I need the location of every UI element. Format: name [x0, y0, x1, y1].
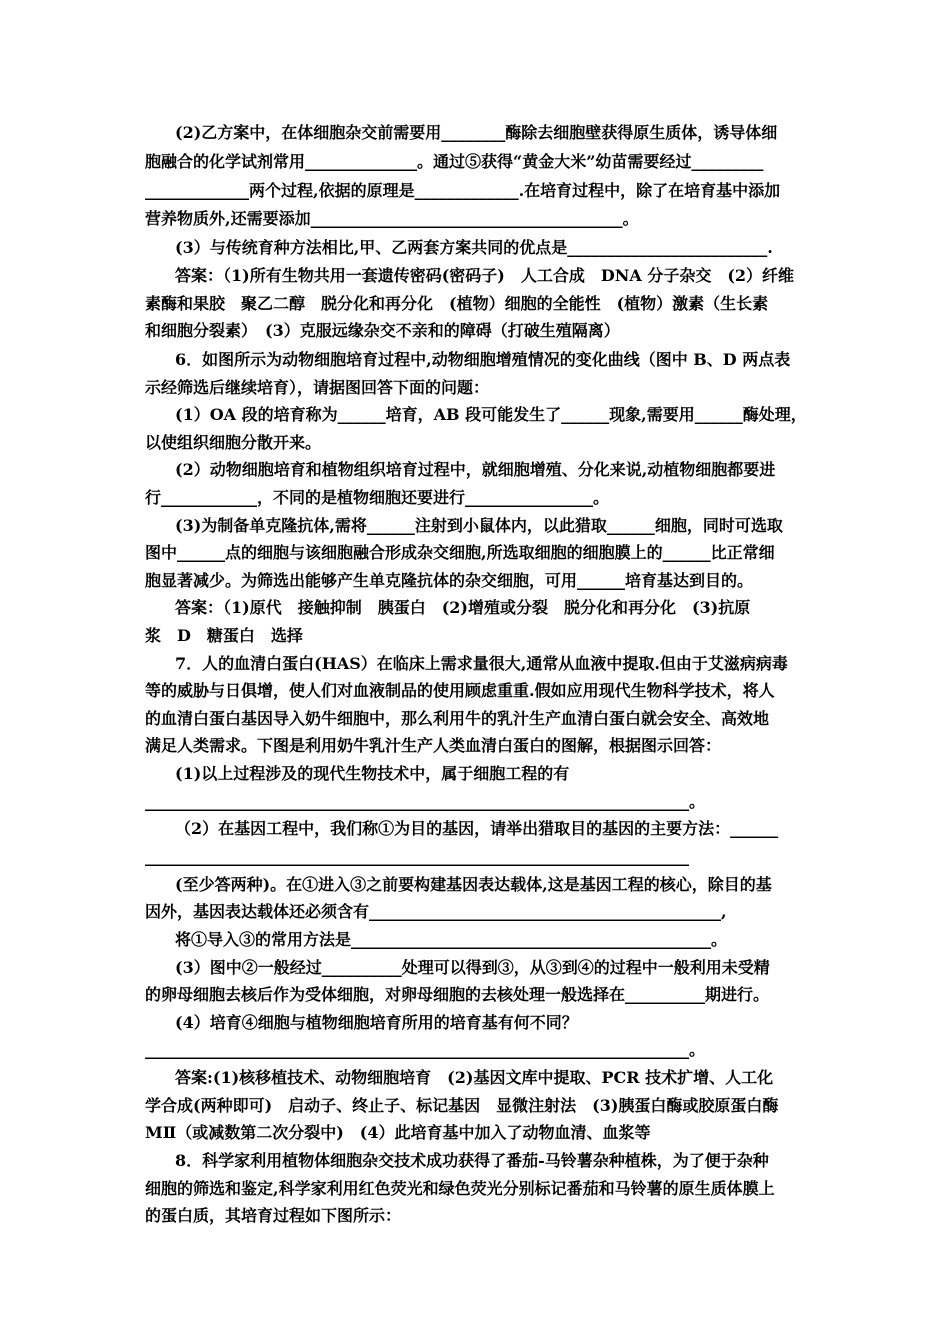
text-line: 以使组织细胞分散开来。: [145, 433, 322, 452]
text-line: (1)以上过程涉及的现代生物技术中，属于细胞工程的有: [175, 764, 570, 783]
text-line: (2）动物细胞培育和植物组织培育过程中，就细胞增殖、分化来说,动植物细胞都要进: [175, 460, 776, 479]
text-line: 胞显著减少。为筛选出能够产生单克隆抗体的杂交细胞，可用______培育基达到目的。: [145, 571, 754, 590]
question-line: 的血清白蛋白基因导入奶牛细胞中，那么利用牛的乳汁生产血清白蛋白就会安全、高效地: [145, 709, 770, 728]
text-line: (3）与传统育种方法相比,甲、乙两套方案共同的优点是_________________________.: [175, 238, 773, 257]
text-line: ____________________________________________________________________: [145, 847, 689, 866]
answer-line: 答案:(1)核移植技术、动物细胞培育 (2)基因文库中提取、PCR 技术扩增、人工化: [175, 1068, 774, 1087]
text-line: (至少答两种)。在①进入③之前要构建基因表达载体,这是基因工程的核心，除目的基: [175, 875, 772, 894]
answer-line: MⅡ（或减数第二次分裂中) (4）此培育基中加入了动物血清、血浆等: [145, 1123, 651, 1142]
text-line: (4）培育④细胞与植物细胞培育所用的培育基有何不同？: [175, 1013, 578, 1032]
text-line: （2）在基因工程中，我们称①为目的基因，请举出猎取目的基因的主要方法：______: [175, 819, 779, 838]
text-line: 将①导入③的常用方法是_____________________________________________。: [175, 930, 728, 949]
question-line: 满足人类需求。下图是利用奶牛乳汁生产人类血清白蛋白的图解，根据图示回答：: [145, 736, 722, 755]
text-line: 行____________，不同的是植物细胞还要进行________________。: [145, 488, 610, 507]
question-line: 等的威胁与日俱增，使人们对血液制品的使用顾虑重重.假如应用现代生物科学技术，将人: [145, 681, 775, 700]
answer-line: 答案：（1)所有生物共用一套遗传密码(密码子) 人工合成 DNA 分子杂交 (2）纤维: [175, 266, 795, 285]
text-line: (3)为制备单克隆抗体,需将______注射到小鼠体内，以此猎取______细胞，同时可选取: [175, 516, 783, 535]
text-line: (2)乙方案中，在体细胞杂交前需要用________酶除去细胞壁获得原生质体，诱导体细: [175, 123, 778, 142]
text-line: 的卵母细胞去核后作为受体细胞，对卵母细胞的去核处理一般选择在__________期进行。: [145, 985, 770, 1004]
text-line: 因外，基因表达载体还必须含有____________________________________________,: [145, 902, 727, 921]
text-line: (3）图中②一般经过__________处理可以得到③，从③到④的过程中一般利用未受精: [175, 958, 770, 977]
question-line: 的蛋白质，其培育过程如下图所示：: [145, 1206, 402, 1225]
text-line: 胞融合的化学试剂常用______________。通过⑤获得“黄金大米”幼苗需要经过_________: [145, 152, 764, 171]
question-line: 6．如图所示为动物细胞培育过程中,动物细胞增殖情况的变化曲线（图中 B、D 两点表: [175, 350, 791, 369]
answer-line: 和细胞分裂素） (3）克服远缘杂交不亲和的障碍（打破生殖隔离）: [145, 321, 620, 340]
text-line: ____________________________________________________________________。: [145, 1040, 705, 1059]
text-line: ____________________________________________________________________。: [145, 792, 705, 811]
text-line: 图中______点的细胞与该细胞融合形成杂交细胞,所选取细胞的细胞膜上的______比正常细: [145, 543, 775, 562]
question-line: 7．人的血清白蛋白(HAS）在临床上需求量很大,通常从血液中提取.但由于艾滋病病毒: [175, 654, 788, 673]
answer-line: 素酶和果胶 聚乙二醇 脱分化和再分化 (植物）细胞的全能性 (植物）激素（生长素: [145, 294, 769, 313]
question-line: 8．科学家利用植物体细胞杂交技术成功获得了番茄-马铃薯杂种植株，为了便于杂种: [175, 1151, 769, 1170]
question-line: 细胞的筛选和鉴定,科学家利用红色荧光和绿色荧光分别标记番茄和马铃薯的原生质体膜上: [145, 1179, 775, 1198]
text-line: _____________两个过程,依据的原理是_____________.在培育过程中，除了在培育基中添加: [145, 181, 781, 200]
text-line: 营养物质外,还需要添加_______________________________________。: [145, 209, 639, 228]
text-line: (1）OA 段的培育称为______培育，AB 段可能发生了______现象,需要用______酶处理，: [175, 405, 807, 424]
answer-line: 学合成(两种即可) 启动子、终止子、标记基因 显微注射法 (3)胰蛋白酶或胶原蛋白酶: [145, 1096, 779, 1115]
answer-line: 浆 D 糖蛋白 选择: [145, 626, 303, 645]
question-line: 示经筛选后继续培育），请据图回答下面的问题：: [145, 378, 490, 397]
answer-line: 答案：（1)原代 接触抑制 胰蛋白 (2)增殖或分裂 脱分化和再分化 (3)抗原: [175, 598, 751, 617]
